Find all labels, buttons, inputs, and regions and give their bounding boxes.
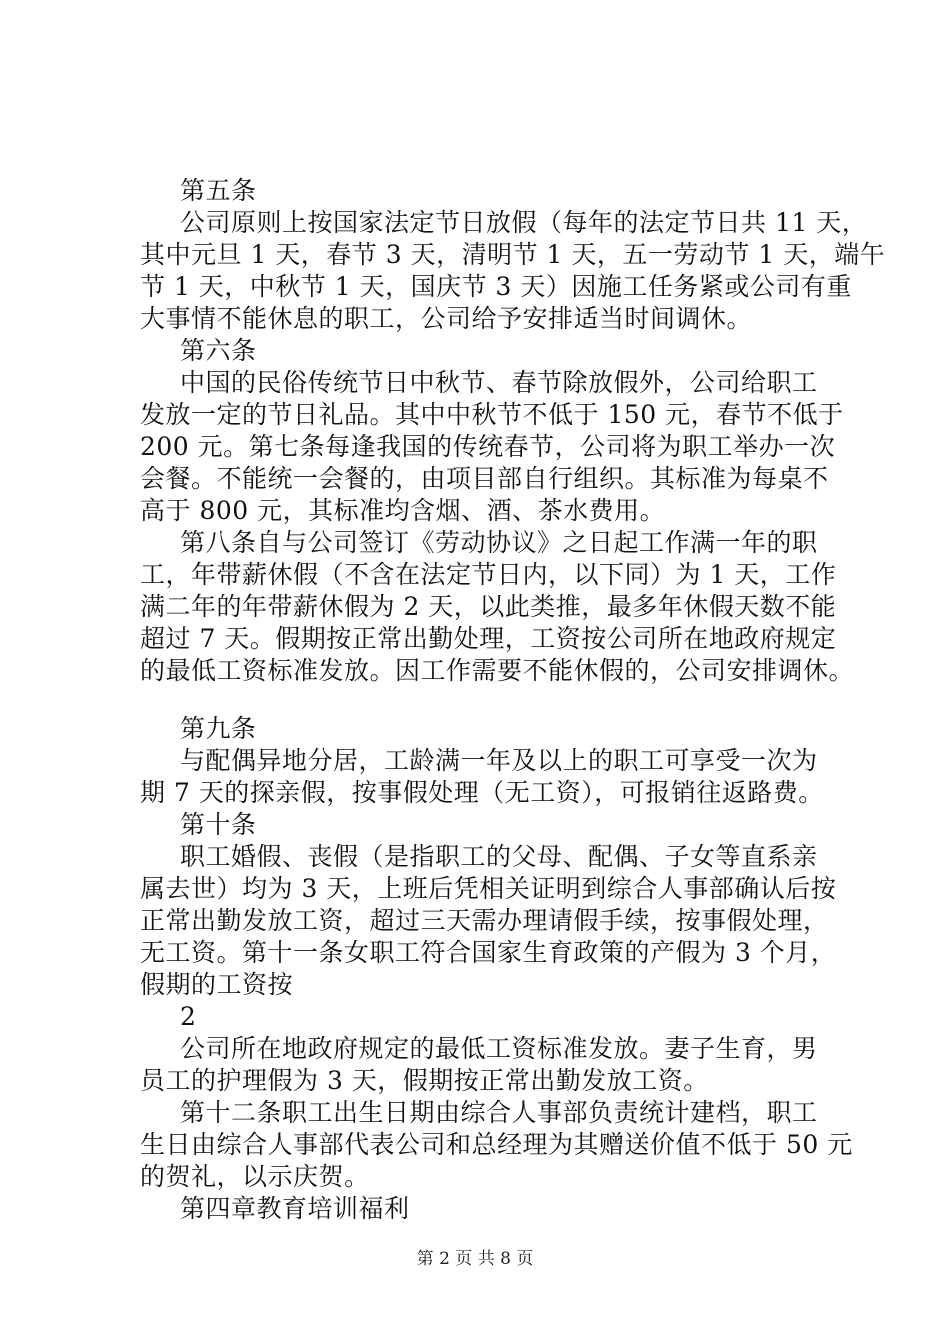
- page-footer: 第 2 页 共 8 页: [416, 1249, 534, 1269]
- paragraph-line: 与配偶异地分居，工龄满一年及以上的职工可享受一次为: [180, 746, 818, 775]
- inline-page-number: 2: [180, 1002, 197, 1031]
- paragraph-line: 第八条自与公司签订《劳动协议》之日起工作满一年的职: [180, 528, 818, 557]
- paragraph-line: 中国的民俗传统节日中秋节、春节除放假外，公司给职工: [180, 368, 818, 397]
- paragraph-line: 公司所在地政府规定的最低工资标准发放。妻子生育，男: [180, 1034, 818, 1063]
- paragraph-line: 高于 800 元，其标准均含烟、酒、茶水费用。: [140, 496, 666, 525]
- paragraph-line: 第十二条职工出生日期由综合人事部负责统计建档，职工: [180, 1098, 818, 1127]
- paragraph-line: 职工婚假、丧假（是指职工的父母、配偶、子女等直系亲: [180, 842, 818, 871]
- paragraph-line: 工，年带薪休假（不含在法定节日内，以下同）为 1 天，工作: [140, 560, 837, 589]
- paragraph-line: 公司原则上按国家法定节日放假（每年的法定节日共 11 天，: [180, 208, 868, 237]
- paragraph-line: 发放一定的节日礼品。其中中秋节不低于 150 元，春节不低于: [140, 400, 844, 429]
- paragraph-line: 属去世）均为 3 天，上班后凭相关证明到综合人事部确认后按: [140, 874, 837, 903]
- paragraph-line: 满二年的年带薪休假为 2 天，以此类推，最多年休假天数不能: [140, 592, 837, 621]
- paragraph-line: 正常出勤发放工资，超过三天需办理请假手续，按事假处理，: [140, 906, 829, 935]
- article-10-heading: 第十条: [180, 810, 257, 839]
- paragraph-line: 节 1 天，中秋节 1 天，国庆节 3 天）因施工任务紧或公司有重: [140, 272, 852, 301]
- paragraph-line: 的最低工资标准发放。因工作需要不能休假的，公司安排调休。: [140, 656, 855, 685]
- paragraph-line: 其中元旦 1 天，春节 3 天，清明节 1 天，五一劳动节 1 天，端午: [140, 240, 886, 269]
- article-5-heading: 第五条: [180, 176, 257, 205]
- paragraph-line: 期 7 天的探亲假，按事假处理（无工资），可报销往返路费。: [140, 778, 824, 807]
- paragraph-line: 生日由综合人事部代表公司和总经理为其赠送价值不低于 50 元: [140, 1130, 853, 1159]
- article-6-heading: 第六条: [180, 336, 257, 365]
- paragraph-line: 假期的工资按: [140, 970, 294, 999]
- chapter-4-heading: 第四章教育培训福利: [180, 1194, 410, 1223]
- paragraph-line: 无工资。第十一条女职工符合国家生育政策的产假为 3 个月，: [140, 938, 837, 967]
- paragraph-line: 超过 7 天。假期按正常出勤处理，工资按公司所在地政府规定: [140, 624, 837, 653]
- paragraph-line: 会餐。不能统一会餐的，由项目部自行组织。其标准为每桌不: [140, 464, 829, 493]
- paragraph-line: 200 元。第七条每逢我国的传统春节，公司将为职工举办一次: [140, 432, 836, 461]
- article-9-heading: 第九条: [180, 714, 257, 743]
- paragraph-line: 员工的护理假为 3 天，假期按正常出勤发放工资。: [140, 1066, 709, 1095]
- paragraph-line: 的贺礼，以示庆贺。: [140, 1162, 370, 1191]
- paragraph-line: 大事情不能休息的职工，公司给予安排适当时间调休。: [140, 304, 753, 333]
